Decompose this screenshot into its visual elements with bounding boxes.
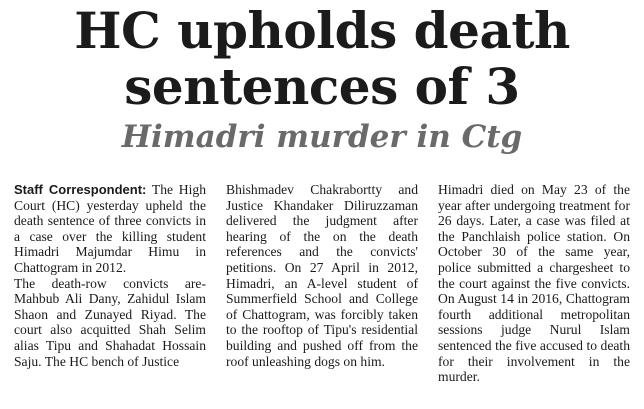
headline-line-1: HC upholds death [74, 1, 570, 60]
article-column-3 [438, 182, 630, 404]
column-3-text: Himadri died on May 23 of the year after undergoing treatment for 26 days. Later, a case was filed at the Panchlaish police station. On October 30 of the same year, police submitted a chargesheet to the court against the five convicts. On August 14 in 2016, Chattogram fourth additional metropolitan sessions judge Nurul Islam sentenced the five accused to death for their involvement in the murder. [438, 182, 630, 385]
article-column-1 [14, 182, 206, 404]
subheadline: Himadri murder in Ctg [121, 119, 523, 155]
headline-line-2: sentences of 3 [124, 57, 520, 116]
article-paragraph-1 [14, 182, 206, 276]
article-body [14, 182, 630, 404]
headline [14, 0, 630, 115]
byline: Staff Correspondent: [14, 182, 147, 197]
article-paragraph-2: The death-row convicts are-Mahbub Ali Dany, Zahidul Islam Shaon and Zunayed Riyad. The court also acquitted Shah Selim alias Tipu and Shahadat Hossain Saju. The HC bench of Justice [14, 275, 206, 369]
paragraph-1-text: The High Court (HC) yesterday upheld the death sentence of three convicts in a case over the killing student Himadri Majumdar Himu in Chattogram in 2012. [14, 182, 206, 275]
article-column-2 [226, 182, 418, 404]
column-2-text: Bhishmadev Chakrabortty and Justice Khandaker Diliruzzaman delivered the judgment after hearing of the on the death references and the convicts' petitions. On 27 April in 2012, Himadri, an A-level student of Summerfield School and College of Chattogram, was forcibly taken to the rooftop of Tipu's residential building and pushed off from the roof unleashing dogs on him. [226, 182, 418, 369]
